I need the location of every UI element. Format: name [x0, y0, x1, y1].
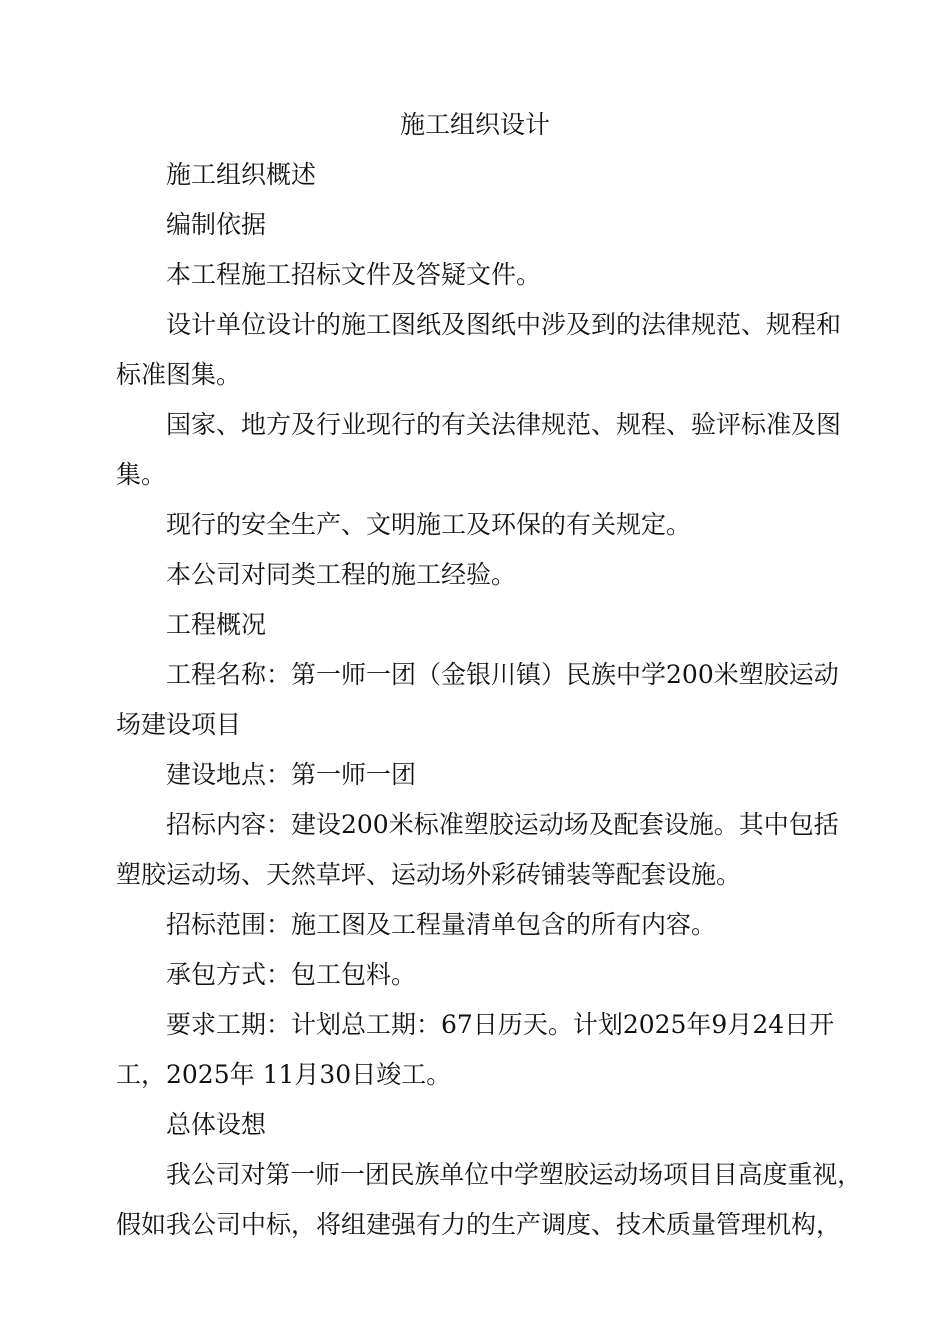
paragraph-line: 标准图集。	[116, 360, 242, 389]
paragraph-line: 假如我公司中标，将组建强有力的生产调度、技术质量管理机构，	[116, 1210, 842, 1239]
paragraph-line: 承包方式：包工包料。	[166, 960, 417, 989]
paragraph-line: 设计单位设计的施工图纸及图纸中涉及到的法律规范、规程和	[166, 310, 842, 339]
subsection-heading-basis: 编制依据	[166, 210, 267, 239]
paragraph-line: 集。	[116, 460, 167, 489]
paragraph-line: 招标内容：建设200米标准塑胶运动场及配套设施。其中包括	[166, 810, 839, 839]
paragraph-line: 场建设项目	[116, 710, 242, 739]
document-title: 施工组织设计	[399, 110, 550, 139]
paragraph-line: 塑胶运动场、天然草坪、运动场外彩砖铺装等配套设施。	[116, 860, 742, 889]
paragraph-line: 本工程施工招标文件及答疑文件。	[166, 260, 542, 289]
paragraph-line: 本公司对同类工程的施工经验。	[166, 560, 517, 589]
subsection-heading-general-plan: 总体设想	[166, 1110, 267, 1139]
paragraph-line: 我公司对第一师一团民族单位中学塑胶运动场项目目高度重视，	[166, 1160, 863, 1189]
paragraph-line: 要求工期：计划总工期：67日历天。计划2025年9月24日开	[166, 1010, 835, 1039]
paragraph-line: 招标范围：施工图及工程量清单包含的所有内容。	[166, 910, 717, 939]
paragraph-line: 建设地点：第一师一团	[166, 760, 417, 789]
subsection-heading-project-overview: 工程概况	[166, 610, 267, 639]
paragraph-line: 国家、地方及行业现行的有关法律规范、规程、验评标准及图	[166, 410, 842, 439]
paragraph-line: 工程名称：第一师一团（金银川镇）民族中学200米塑胶运动	[166, 660, 839, 689]
paragraph-line: 现行的安全生产、文明施工及环保的有关规定。	[166, 510, 692, 539]
paragraph-line: 工，2025年 11月30日竣工。	[116, 1060, 452, 1089]
section-heading-overview: 施工组织概述	[166, 160, 317, 189]
